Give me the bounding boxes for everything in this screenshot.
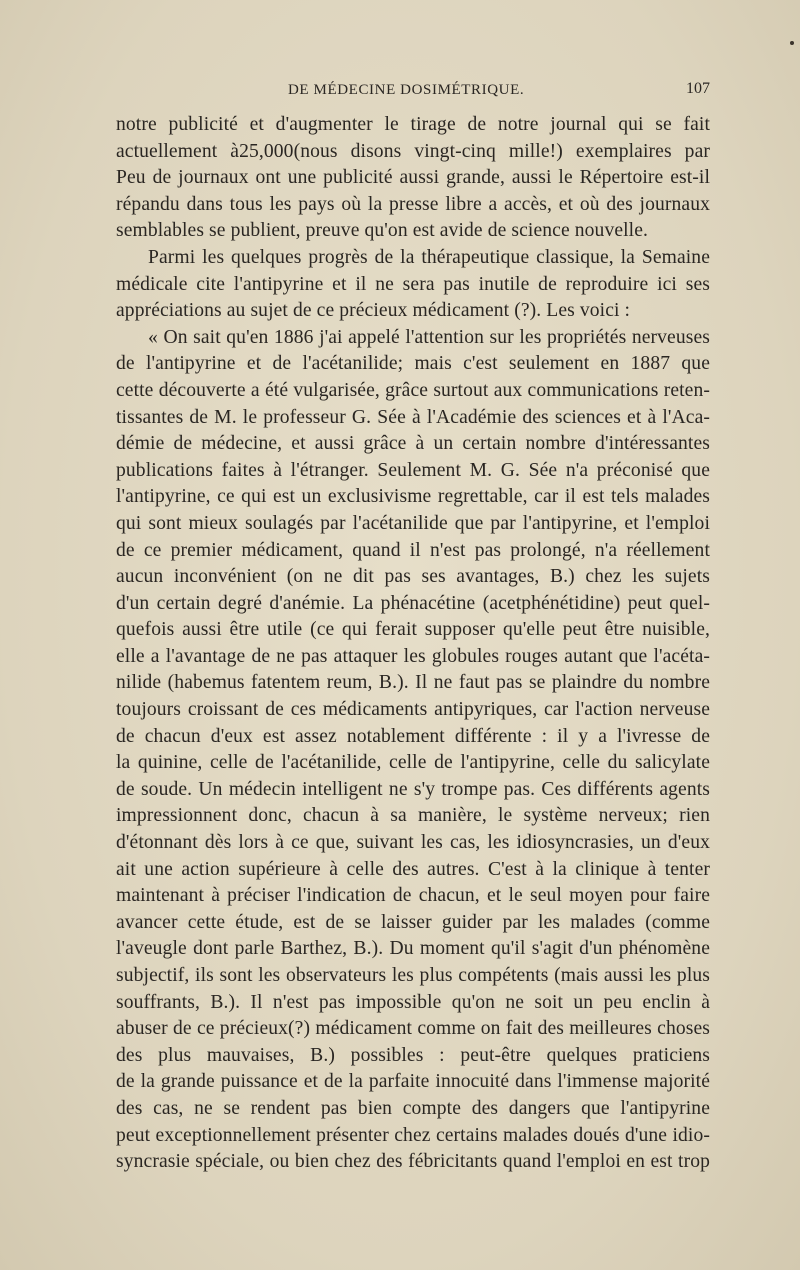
text-line: répandu dans tous les pays où la presse libre a accès, et où des journaux [116,193,710,215]
text-line: avancer cette étude, est de se laisser guider par les malades (comme [116,911,710,933]
text-line: aucun inconvénient (on ne dit pas ses avantages, B.) chez les sujets [116,566,710,588]
text-line: peut exceptionnellement présenter chez certains malades doués d'une idio- [116,1124,710,1146]
page-header [110,80,710,106]
text-line: actuellement à25,000(nous disons vingt-cinq mille!) exemplaires par [116,140,710,162]
text-line: impressionnent donc, chacun à sa manière, le système nerveux; rien [116,805,710,827]
text-line: de chacun d'eux est assez notablement différente : il y a l'ivresse de [116,725,710,747]
text-line: toujours croissant de ces médicaments antipyriques, car l'action nerveuse [116,699,710,721]
running-title: DE MÉDECINE DOSIMÉTRIQUE. [288,82,525,98]
text-line: l'antipyrine, ce qui est un exclusivisme regrettable, car il est tels malades [116,486,710,508]
text-line: démie de médecine, et aussi grâce à un certain nombre d'intéressantes [116,433,710,455]
text-line: appréciations au sujet de ce précieux médicament (?). Les voici : [116,300,631,322]
text-line: médicale cite l'antipyrine et il ne sera pas inutile de reproduire ici ses [116,273,710,295]
ink-speck [790,41,794,45]
text-line: subjectif, ils sont les observateurs les plus compétents (mais aussi les plus [116,965,710,986]
text-line: souffrants, B.). Il n'est pas impossible qu'on ne soit un peu enclin à [116,991,710,1013]
text-line: de ce premier médicament, quand il n'est pas prolongé, n'a réellement [116,539,710,561]
text-line: de soude. Un médecin intelligent ne s'y trompe pas. Ces différents agents [116,778,710,800]
text-line: qui sont mieux soulagés par l'acétanilide que par l'antipyrine, et l'emploi [116,512,710,534]
text-line: maintenant à préciser l'indication de chacun, et le seul moyen pour faire [116,885,710,907]
text-line: elle a l'avantage de ne pas attaquer les globules rouges autant que l'acéta- [116,645,710,667]
text-line: la quinine, celle de l'acétanilide, celle de l'antipyrine, celle du salicylate [116,752,710,774]
text-line: de la grande puissance et de la parfaite innocuité dans l'immense majorité [116,1071,710,1093]
text-line: l'aveugle dont parle Barthez, B.). Du moment qu'il s'agit d'un phénomène [116,938,710,960]
text-line: des plus mauvaises, B.) possibles : peut-être quelques praticiens [116,1044,710,1066]
body-text [116,112,710,1176]
page-number: 107 [686,80,710,97]
text-line: quefois aussi être utile (ce qui ferait supposer qu'elle peut être nuisible, [116,619,710,641]
text-line: publications faites à l'étranger. Seulement M. G. Sée n'a préconisé que [116,459,710,481]
text-line: de l'antipyrine et de l'acétanilide; mais c'est seulement en 1887 que [116,353,710,375]
text-line: d'un certain degré d'anémie. La phénacétine (acetphénétidine) peut quel- [116,592,710,614]
text-line: abuser de ce précieux(?) médicament comme on fait des meilleures choses [116,1018,710,1040]
paragraph-start-line: Parmi les quelques progrès de la thérapeutique classique, la Semaine [148,246,710,268]
text-line: Peu de journaux ont une publicité aussi grande, aussi le Répertoire est-il [116,167,710,189]
text-line: d'étonnant dès lors à ce que, suivant les cas, les idiosyncrasies, un d'eux [116,832,710,854]
text-line: nilide (habemus fatentem reum, B.). Il ne faut pas se plaindre du nombre [116,672,710,694]
text-line: tissantes de M. le professeur G. Sée à l'Académie des sciences et à l'Aca- [116,406,710,428]
text-line: des cas, ne se rendent pas bien compte des dangers que l'antipyrine [116,1097,710,1119]
text-line: notre publicité et d'augmenter le tirage de notre journal qui se fait [116,114,710,135]
text-line: syncrasie spéciale, ou bien chez des fébricitants quand l'emploi en est trop [116,1151,710,1173]
text-line: ait une action supérieure à celle des autres. C'est à la clinique à tenter [116,858,710,880]
paragraph-start-line: « On sait qu'en 1886 j'ai appelé l'attention sur les propriétés nerveuses [148,326,710,348]
text-line: cette découverte a été vulgarisée, grâce surtout aux communications reten- [116,379,710,401]
text-line: semblables se publient, preuve qu'on est avide de science nouvelle. [116,220,649,242]
